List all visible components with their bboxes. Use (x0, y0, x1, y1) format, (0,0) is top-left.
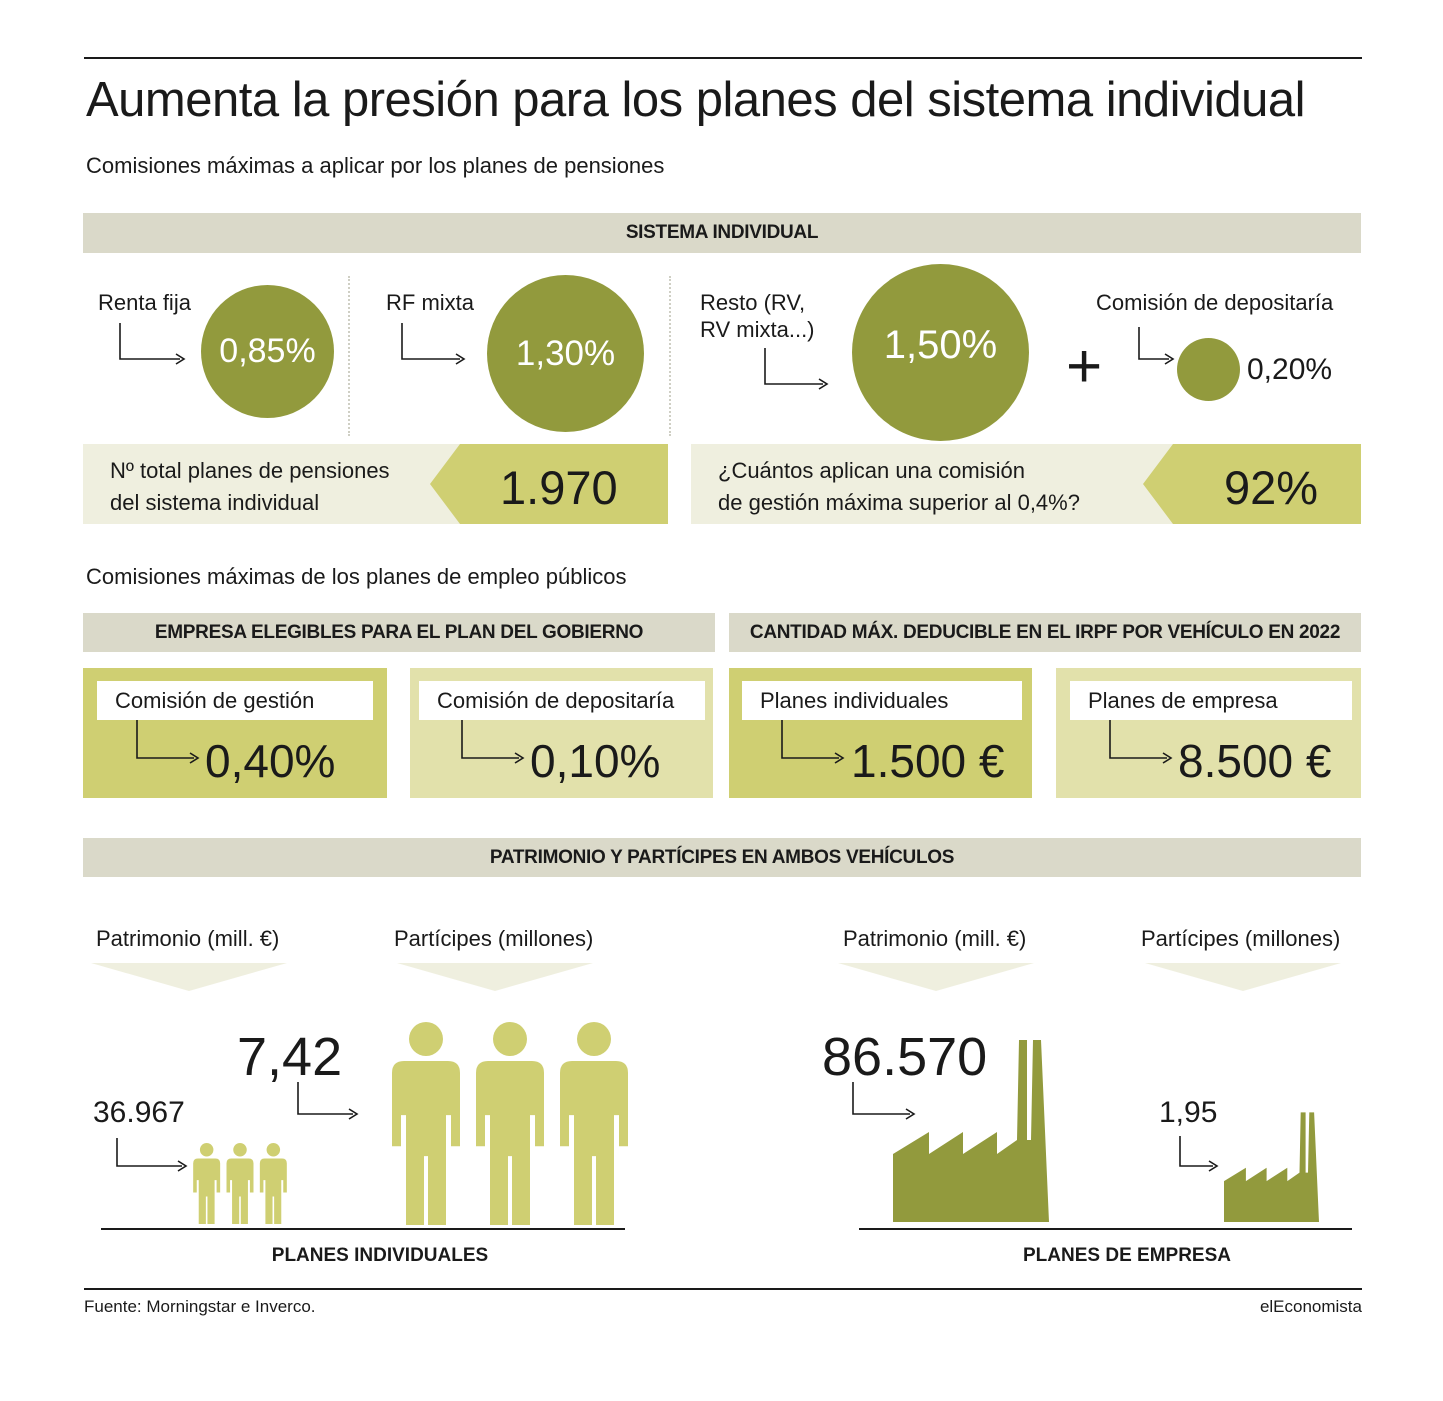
page-title: Aumenta la presión para los planes del sistema individual (86, 73, 1305, 127)
patrimonio-empresa-factory-icon (893, 1036, 1049, 1222)
resto-value: 1,50% (883, 323, 998, 367)
person-mark (476, 1022, 544, 1225)
person-mark (227, 1143, 254, 1224)
depositaria-circle (1177, 338, 1240, 401)
comision-depositaria-value: 0,10% (530, 735, 661, 787)
page-subtitle: Comisiones máximas a aplicar por los planes de pensiones (86, 153, 665, 178)
arrow-icon (112, 1138, 202, 1178)
rf-mixta-value: 1,30% (515, 333, 616, 373)
cuantos-label-line2: de gestión máxima superior al 0,4%? (718, 490, 1080, 515)
arrow-icon (293, 1082, 373, 1122)
patrimonio-empresa-label: 86.570 (822, 1027, 988, 1087)
down-triangle-icon (1145, 963, 1345, 993)
factory-mark (1224, 1112, 1319, 1222)
renta-fija-label: Renta fija (98, 290, 191, 315)
arrow-icon (1105, 720, 1185, 770)
person-mark (260, 1143, 287, 1224)
bottom-rule (84, 1288, 1362, 1290)
cuantos-value: 92% (1224, 461, 1319, 514)
down-triangle-icon (91, 963, 291, 993)
down-triangle-icon (397, 963, 597, 993)
depositaria-label: Comisión de depositaría (1096, 290, 1334, 315)
comision-gestion-value: 0,40% (205, 735, 336, 787)
person-mark (560, 1022, 628, 1225)
participes-individuales-people-icon (384, 1022, 636, 1225)
factory-mark (893, 1040, 1049, 1222)
arrow-icon (759, 348, 839, 388)
rf-mixta-circle (487, 275, 644, 432)
resto-label-line2: RV mixta...) (700, 317, 815, 342)
rf-mixta-label: RF mixta (386, 290, 474, 315)
resto-label-line1: Resto (RV, (700, 290, 806, 315)
empresa-patrimonio-label: Patrimonio (mill. €) (843, 926, 1027, 951)
arrow-icon (114, 323, 194, 363)
resto-circle (852, 264, 1029, 441)
source-note: Fuente: Morningstar e Inverco. (84, 1297, 316, 1316)
participes-individuales-label: 7,42 (237, 1027, 343, 1087)
participes-empresa-label: 1,95 (1159, 1096, 1218, 1129)
brand-logo: elEconomista (1259, 1297, 1362, 1316)
total-planes-label-line1: Nº total planes de pensiones (110, 458, 390, 483)
comision-depositaria-label: Comisión de depositaría (419, 681, 705, 720)
total-planes-value: 1.970 (500, 461, 618, 514)
separator (348, 276, 350, 436)
cantidad-header: CANTIDAD MÁX. DEDUCIBLE EN EL IRPF POR VEHÍCULO EN 2022 (729, 613, 1361, 652)
sistema-individual-header: SISTEMA INDIVIDUAL (83, 213, 1361, 253)
planes-individuales-footer-text: PLANES INDIVIDUALES (271, 1245, 489, 1266)
empresa-participes-label: Partícipes (millones) (1141, 926, 1341, 951)
baseline (859, 1228, 1352, 1230)
planes-empresa-footer-text: PLANES DE EMPRESA (1023, 1245, 1231, 1266)
planes-empresa-label: Planes de empresa (1070, 681, 1352, 720)
baseline (101, 1228, 625, 1230)
patrimonio-individuales-people-icon (190, 1143, 290, 1224)
top-rule (84, 57, 1362, 59)
patrimonio-individuales-label: 36.967 (93, 1096, 185, 1129)
comision-gestion-label: Comisión de gestión (97, 681, 373, 720)
renta-fija-circle (201, 285, 334, 418)
arrow-icon (132, 720, 212, 770)
arrow-icon (396, 323, 476, 363)
planes-individuales-label: Planes individuales (742, 681, 1022, 720)
empresa-header: EMPRESA ELEGIBLES PARA EL PLAN DEL GOBIERNO (83, 613, 715, 652)
plus-sign: + (1066, 332, 1103, 401)
individuales-participes-label: Partícipes (millones) (394, 926, 594, 951)
renta-fija-value: 0,85% (219, 332, 316, 370)
arrow-icon (777, 720, 857, 770)
person-mark (193, 1143, 220, 1224)
planes-individuales-footer (0, 1245, 760, 1267)
down-triangle-icon (838, 963, 1038, 993)
depositaria-value: 0,20% (1247, 353, 1333, 386)
total-planes-label-line2: del sistema individual (110, 490, 320, 515)
participes-empresa-factory-icon (1224, 1110, 1319, 1222)
separator (669, 276, 671, 436)
arrow-icon (457, 720, 537, 770)
planes-empresa-value: 8.500 € (1178, 735, 1332, 787)
patrimonio-header: PATRIMONIO Y PARTÍCIPES EN AMBOS VEHÍCULOS (83, 838, 1361, 877)
individuales-patrimonio-label: Patrimonio (mill. €) (96, 926, 280, 951)
person-mark (392, 1022, 460, 1225)
cuantos-label-line1: ¿Cuántos aplican una comisión (718, 458, 1025, 483)
planes-empresa-footer (1017, 1245, 1237, 1267)
section-subtitle: Comisiones máximas de los planes de empleo públicos (86, 564, 627, 589)
planes-individuales-value: 1.500 € (851, 735, 1005, 787)
